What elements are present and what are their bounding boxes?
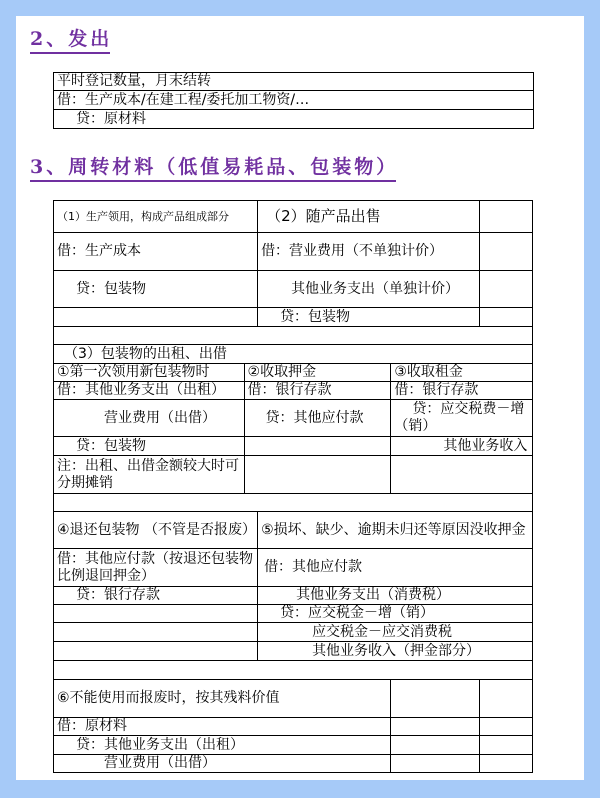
part4-credit: 贷：银行存款 — [54, 587, 258, 605]
part2-header: （2）随产品出售 — [258, 201, 480, 233]
spacer-row — [54, 327, 533, 345]
issue-credit: 贷：原材料 — [54, 110, 534, 129]
part3-col1-header: ①第一次领用新包装物时 — [54, 364, 245, 382]
part3-note: 注：出租、出借金额较大时可分期摊销 — [54, 456, 245, 494]
section-3-title: 3、周转材料（低值易耗品、包装物） — [30, 156, 396, 182]
part3-header: （3）包装物的出租、出借 — [54, 345, 533, 364]
part3-col1-debit-2: 营业费用（出借） — [54, 400, 245, 437]
empty-cell — [54, 308, 258, 327]
empty-cell — [479, 755, 532, 773]
empty-cell — [479, 308, 532, 327]
part3-col3-credit-2: 其他业务收入 — [391, 437, 533, 456]
part3-col3-header: ③收取租金 — [391, 364, 533, 382]
issue-entries-table — [53, 72, 534, 129]
part6-header: ⑥不能使用而报废时，按其残料价值 — [54, 680, 391, 718]
part5-debit-2: 其他业务支出（消费税） — [258, 587, 533, 605]
part5-credit: 贷：应交税金－增（销） — [258, 605, 533, 623]
part4-debit: 借：其他应付款（按退还包装物比例退回押金） — [54, 549, 258, 587]
part3-col1-debit: 借：其他业务支出（出租） — [54, 382, 245, 400]
empty-cell — [54, 623, 258, 642]
empty-cell — [479, 736, 532, 755]
empty-cell — [54, 642, 258, 661]
turnover-materials-table — [53, 200, 533, 773]
part6-debit: 借：原材料 — [54, 718, 391, 736]
part5-header: ⑤损坏、缺少、逾期未归还等原因没收押金 — [258, 512, 533, 549]
spacer-row — [54, 494, 533, 512]
empty-cell — [479, 680, 532, 718]
part5-credit-2: 应交税金－应交消费税 — [258, 623, 533, 642]
part3-col2-header: ②收取押金 — [244, 364, 391, 382]
document-page — [16, 16, 584, 780]
issue-debit: 借：生产成本/在建工程/委托加工物资/… — [54, 91, 534, 110]
spacer-row — [54, 661, 533, 680]
empty-cell — [54, 605, 258, 623]
issue-note: 平时登记数量，月末结转 — [54, 73, 534, 91]
section-2-title: 2、发出 — [30, 28, 110, 54]
empty-cell — [244, 437, 391, 456]
empty-cell — [244, 456, 391, 494]
part5-credit-3: 其他业务收入（押金部分） — [258, 642, 533, 661]
part2-debit-2: 其他业务支出（单独计价） — [258, 271, 480, 308]
empty-cell — [391, 680, 480, 718]
part1-header: （1）生产领用，构成产品组成部分 — [54, 201, 258, 233]
part3-col2-credit: 贷：其他应付款 — [244, 400, 391, 437]
empty-cell — [391, 755, 480, 773]
empty-cell — [479, 201, 532, 233]
part2-credit: 贷：包装物 — [258, 308, 480, 327]
part3-col3-debit: 借：银行存款 — [391, 382, 533, 400]
empty-cell — [391, 456, 533, 494]
part5-debit: 借：其他应付款 — [258, 549, 533, 587]
empty-cell — [479, 233, 532, 271]
part3-col2-debit: 借：银行存款 — [244, 382, 391, 400]
part3-col3-credit: 贷：应交税费－增（销） — [391, 400, 533, 437]
empty-cell — [479, 718, 532, 736]
part1-credit: 贷：包装物 — [54, 271, 258, 308]
part2-debit: 借：营业费用（不单独计价） — [258, 233, 480, 271]
part4-header: ④退还包装物 （不管是否报废） — [54, 512, 258, 549]
empty-cell — [391, 736, 480, 755]
part6-credit-2: 营业费用（出借） — [54, 755, 391, 773]
part6-credit: 贷：其他业务支出（出租） — [54, 736, 391, 755]
empty-cell — [479, 271, 532, 308]
part1-debit: 借：生产成本 — [54, 233, 258, 271]
empty-cell — [391, 718, 480, 736]
part3-col1-credit: 贷：包装物 — [54, 437, 245, 456]
